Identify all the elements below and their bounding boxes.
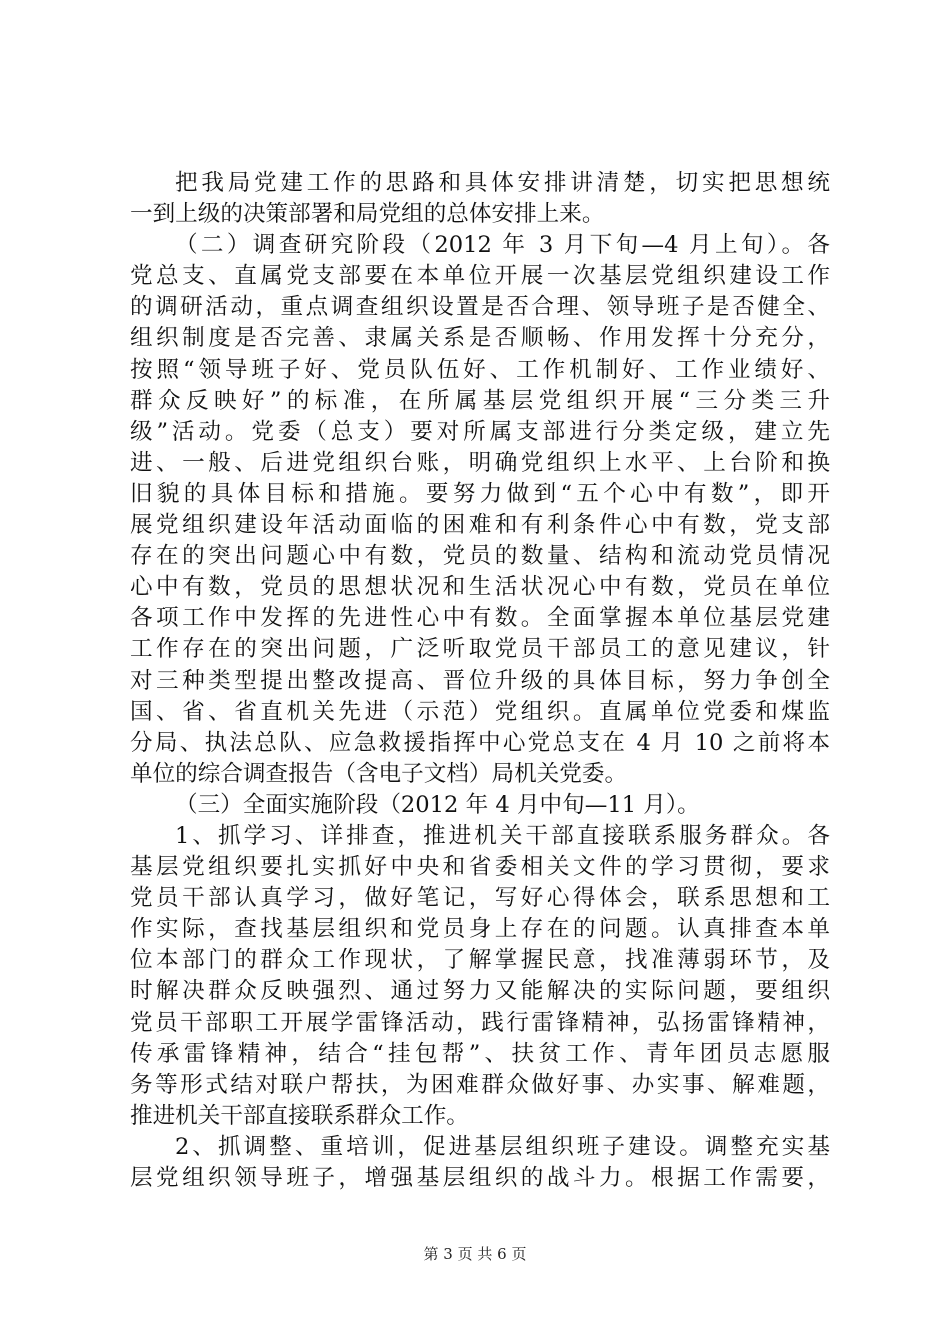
text-line: 的调研活动，重点调查组织设置是否合理、领导班子是否健全、	[130, 294, 830, 321]
text-line: 展党组织建设年活动面临的困难和有利条件心中有数，党支部	[130, 512, 830, 539]
page-footer: 第 3 页 共 6 页	[423, 1245, 527, 1263]
text-line: 分局、执法总队、应急救援指挥中心党总支在 4 月 10 之前将本	[130, 729, 830, 756]
text-line: 把我局党建工作的思路和具体安排讲清楚，切实把思想统	[175, 170, 830, 196]
text-line: 存在的突出问题心中有数，党员的数量、结构和流动党员情况	[130, 543, 830, 570]
text-line: 务等形式结对联户帮扶，为困难群众做好事、办实事、解难题，	[130, 1071, 830, 1098]
text-line: 单位的综合调查报告（含电子文档）局机关党委。	[130, 760, 628, 787]
text-line: 推进机关干部直接联系群众工作。	[130, 1102, 469, 1129]
text-line: 按照“领导班子好、党员队伍好、工作机制好、工作业绩好、	[130, 356, 830, 383]
text-line: 层党组织领导班子，增强基层组织的战斗力。根据工作需要，	[130, 1165, 830, 1191]
text-line: 位本部门的群众工作现状，了解掌握民意，找准薄弱环节，及	[130, 947, 830, 974]
text-line: 传承雷锋精神，结合“挂包帮”、扶贫工作、青年团员志愿服	[130, 1040, 830, 1067]
text-line: 作实际，查找基层组织和党员身上存在的问题。认真排查本单	[130, 916, 830, 943]
text-line: （二）调查研究阶段（2012 年 3 月下旬—4 月上旬）。各	[175, 232, 830, 259]
text-line: 党员干部认真学习，做好笔记，写好心得体会，联系思想和工	[130, 885, 830, 912]
text-line: 2、抓调整、重培训，促进基层组织班子建设。调整充实基	[175, 1133, 830, 1160]
text-line: 群众反映好”的标准，在所属基层党组织开展“三分类三升	[130, 387, 830, 414]
document-body	[130, 168, 830, 1194]
text-line: 时解决群众反映强烈、通过努力又能解决的实际问题，要组织	[130, 978, 830, 1005]
text-line: （三）全面实施阶段（2012 年 4 月中旬—11 月）。	[175, 791, 700, 818]
text-line: 组织制度是否完善、隶属关系是否顺畅、作用发挥十分充分，	[130, 325, 830, 352]
document-page	[130, 0, 830, 1344]
text-line: 级”活动。党委（总支）要对所属支部进行分类定级，建立先	[130, 418, 830, 445]
text-line: 各项工作中发挥的先进性心中有数。全面掌握本单位基层党建	[130, 605, 830, 632]
text-line: 心中有数，党员的思想状况和生活状况心中有数，党员在单位	[130, 574, 830, 601]
text-line: 基层党组织要扎实抓好中央和省委相关文件的学习贯彻，要求	[130, 854, 830, 881]
text-line: 对三种类型提出整改提高、晋位升级的具体目标，努力争创全	[130, 667, 830, 694]
text-line: 党员干部职工开展学雷锋活动，践行雷锋精神，弘扬雷锋精神，	[130, 1009, 830, 1036]
text-line: 工作存在的突出问题，广泛听取党员干部员工的意见建议，针	[130, 636, 830, 663]
text-line: 1、抓学习、详排查，推进机关干部直接联系服务群众。各	[175, 822, 830, 849]
text-line: 进、一般、后进党组织台账，明确党组织上水平、上台阶和换	[130, 449, 830, 476]
text-line: 国、省、省直机关先进（示范）党组织。直属单位党委和煤监	[130, 698, 830, 725]
text-line: 党总支、直属党支部要在本单位开展一次基层党组织建设工作	[130, 263, 830, 290]
text-line: 旧貌的具体目标和措施。要努力做到“五个心中有数”，即开	[130, 480, 830, 507]
text-line: 一到上级的决策部署和局党组的总体安排上来。	[130, 201, 605, 228]
